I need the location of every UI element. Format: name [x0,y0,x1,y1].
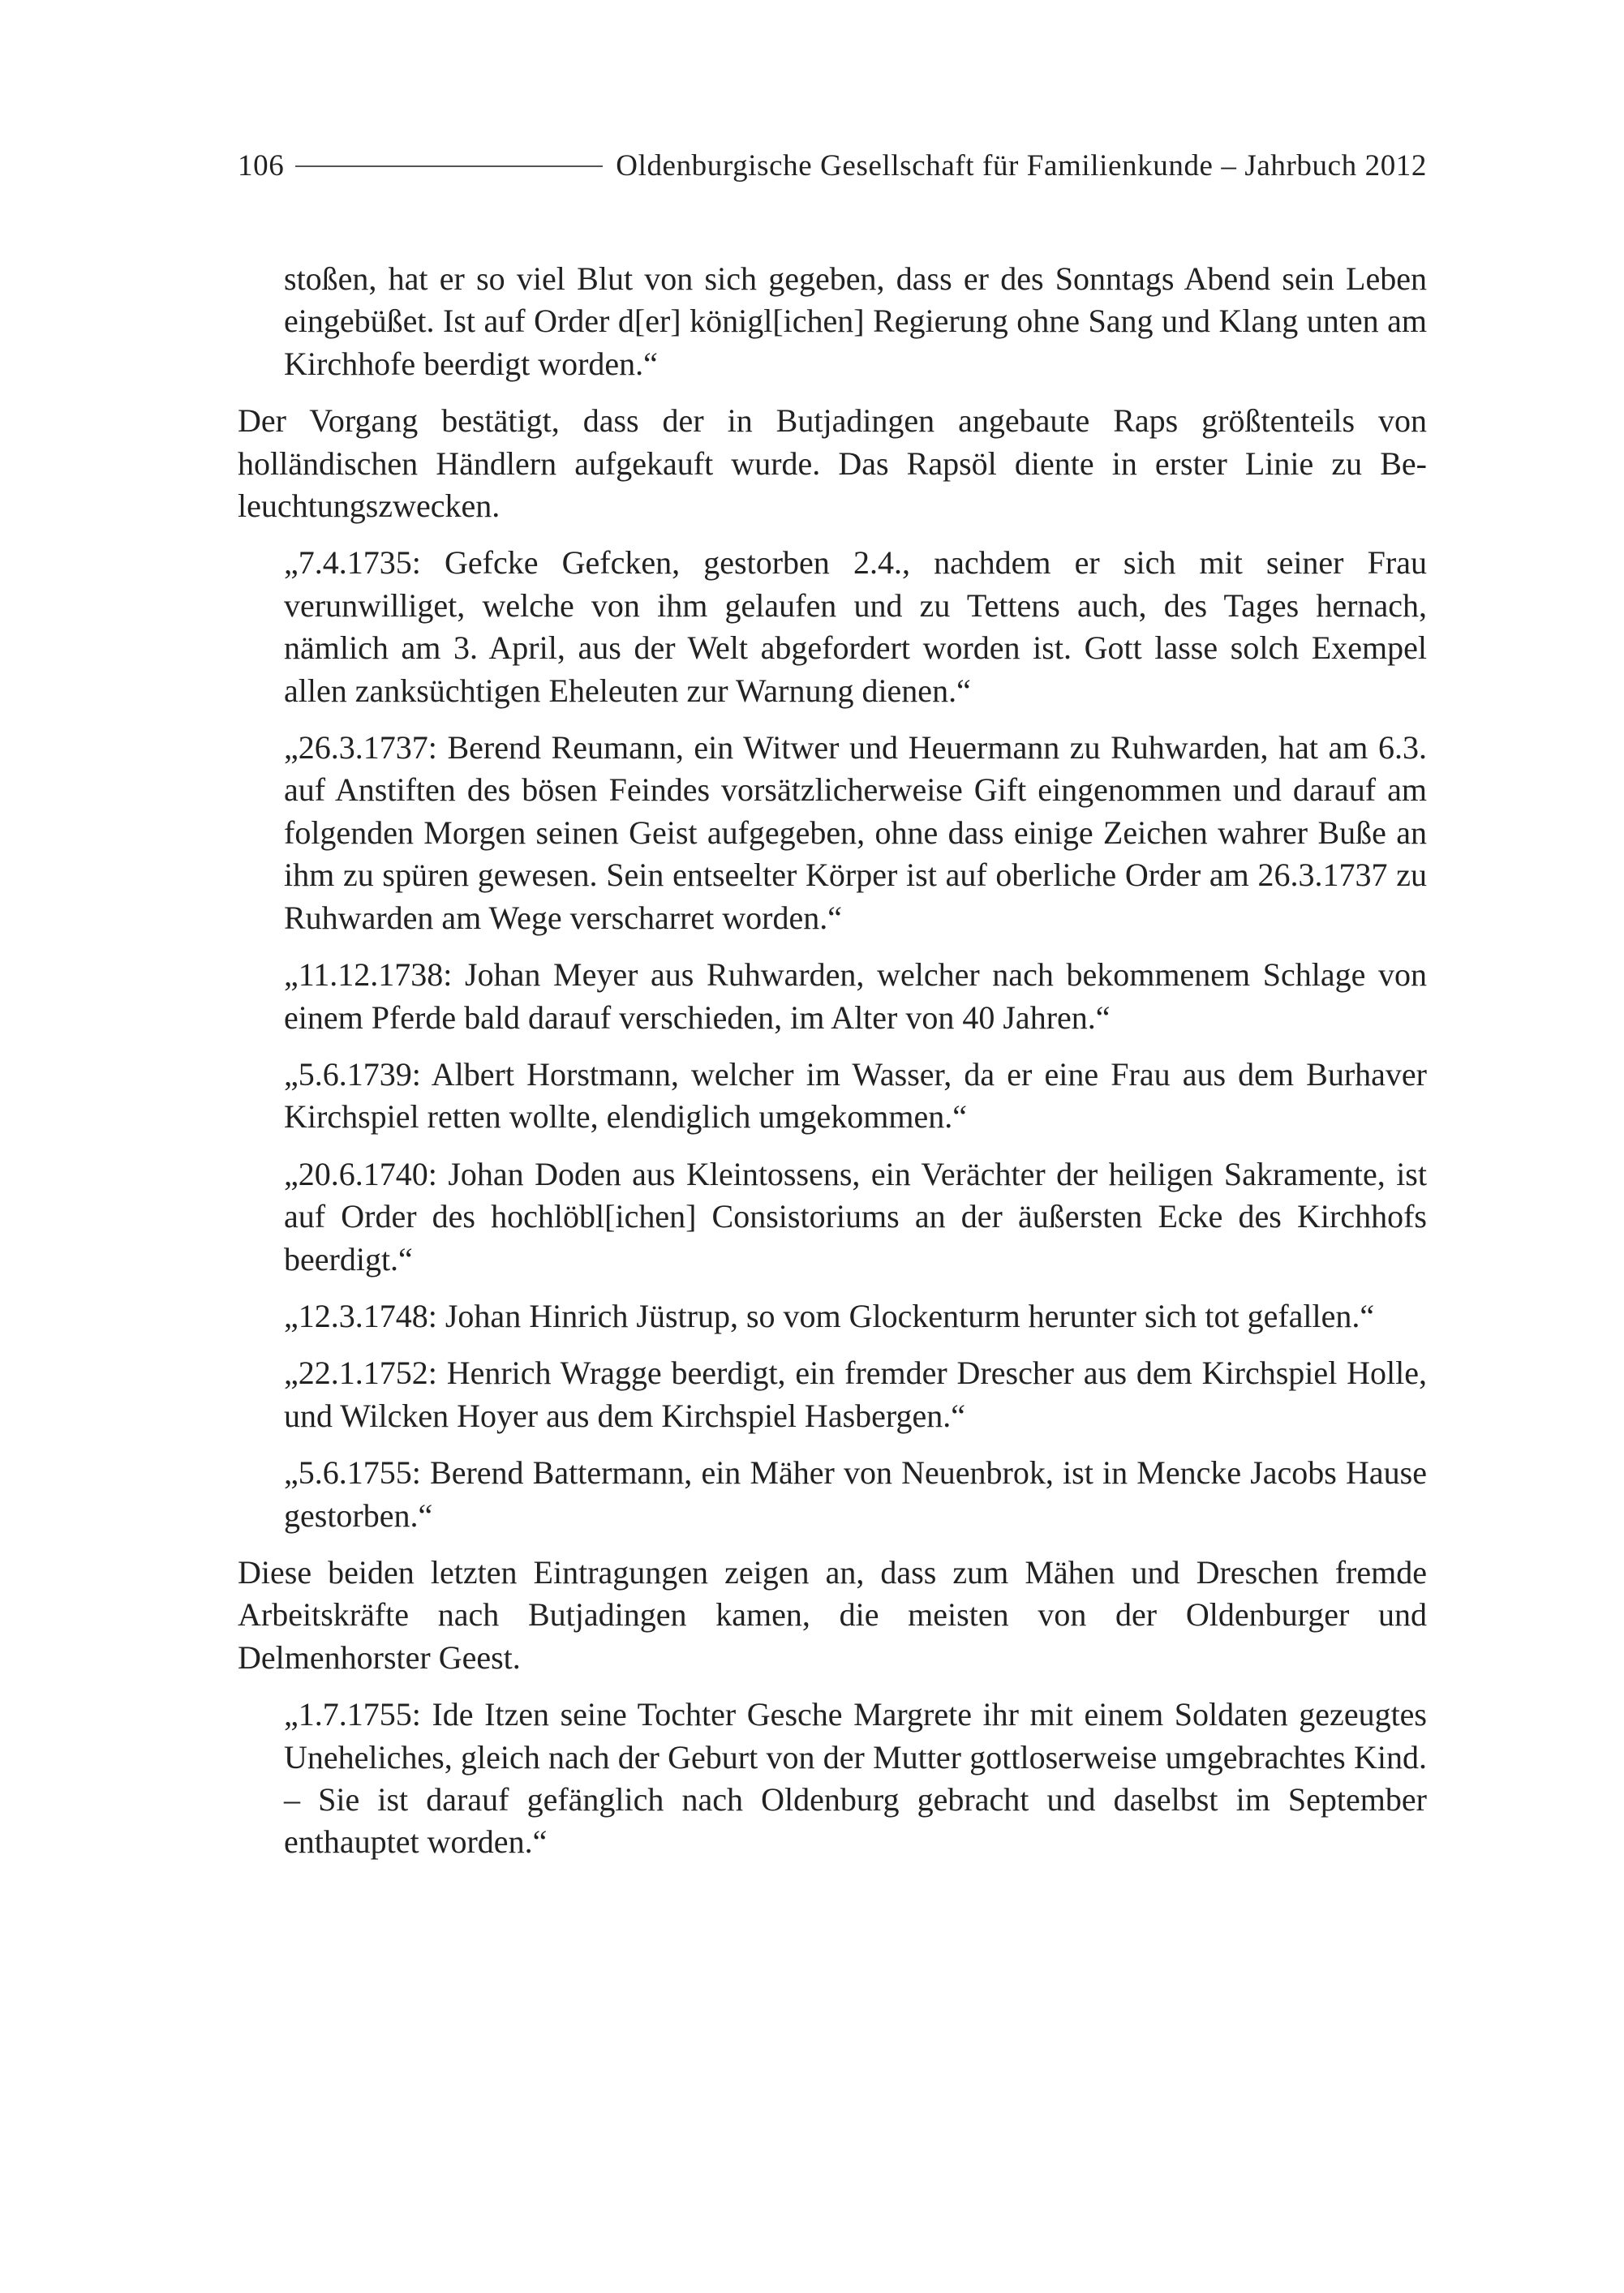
quote-entry-1735: „7.4.1735: Gefcke Gefcken, gestorben 2.4., nachdem er sich mit seiner Frau verunwilliget, welche von ihm gelaufen und zu Tettens auch, des Tages hernach, nämlich am 3. April, aus der Welt abgefordert worden ist. Gott lasse solch Exempel allen zanksüchtigen Eheleuten zur Warnung dienen.“ [284,544,1427,709]
running-header [238,148,1427,194]
quote-entry-1755-itzen: „1.7.1755: Ide Itzen seine Tochter Gesche Margrete ihr mit einem Soldaten gezeugtes Uneheliches, gleich nach der Geburt von der Mutter gottloserweise umgebrachtes Kind. – Sie ist darauf gefänglich nach Oldenburg gebracht und daselbst im September enthauptet worden.“ [284,1696,1427,1861]
page-number: 106 [238,149,285,182]
quote-entry-1748: „12.3.1748: Johan Hinrich Jüstrup, so vom Glockenturm herunter sich tot gefallen.“ [284,1297,1375,1334]
body-text [238,258,1427,1879]
running-title: Oldenburgische Gesellschaft für Familienkunde – Jahrbuch 2012 [616,149,1427,182]
header-rule [295,165,603,167]
quote-entry-1752: „22.1.1752: Henrich Wragge beerdigt, ein fremder Drescher aus dem Kirchspiel Holle, und Wilcken Hoyer aus dem Kirchspiel Hasbergen.“ [284,1355,1427,1434]
quote-entry-1739: „5.6.1739: Albert Horstmann, welcher im Wasser, da er eine Frau aus dem Burhaver Kirchspiel retten wollte, elendiglich umgekommen.“ [284,1055,1427,1136]
quote-entry-1738: „11.12.1738: Johan Meyer aus Ruhwarden, welcher nach bekommenem Schlage von einem Pferde bald darauf verschieden, im Alter von 40 Jahren.“ [284,956,1427,1036]
quote-entry-1737: „26.3.1737: Berend Reumann, ein Witwer und Heuermann zu Ruhwarden, hat am 6.3. auf Anstiften des bösen Feindes vorsätzlicherweise Gift eingenommen und darauf am folgenden Morgen seinen Geist aufgegeben, ohne dass einige Zeichen wahrer Buße an ihm zu spüren gewesen. Sein entseelter Körper ist auf oberliche Order am 26.3.1737 zu Ruhwarden am Wege verscharret worden.“ [284,729,1427,936]
paragraph-arbeitskraefte: Diese beiden letzten Eintragungen zeigen an, dass zum Mähen und Dreschen fremde Arbeitskräfte nach Butjadingen kamen, die meisten von der Oldenburger und Delmenhorster Geest. [238,1553,1427,1676]
quote-continuation: stoßen, hat er so viel Blut von sich gegeben, dass er des Sonntags Abend sein Leben eingebüßet. Ist auf Order d[er] königl[ichen] Regierung ohne Sang und Klang unten am Kirchhofe beerdigt worden.“ [284,260,1427,382]
quote-entry-1755-battermann: „5.6.1755: Berend Battermann, ein Mäher von Neuenbrok, ist in Mencke Jacobs Hause gestorben.“ [284,1454,1427,1534]
quote-entry-1740: „20.6.1740: Johan Doden aus Kleintossens, ein Verächter der heiligen Sakramente, ist auf Order des hochlöbl[ichen] Consistoriums an der äußersten Ecke des Kirchhofs beerdigt.“ [284,1155,1427,1277]
paragraph-raps: Der Vorgang bestätigt, dass der in Butjadingen angebaute Raps größtenteils von holländischen Händlern aufgekauft wurde. Das Rapsöl diente in erster Linie zu Beleuchtungszwecken. [238,402,1427,525]
